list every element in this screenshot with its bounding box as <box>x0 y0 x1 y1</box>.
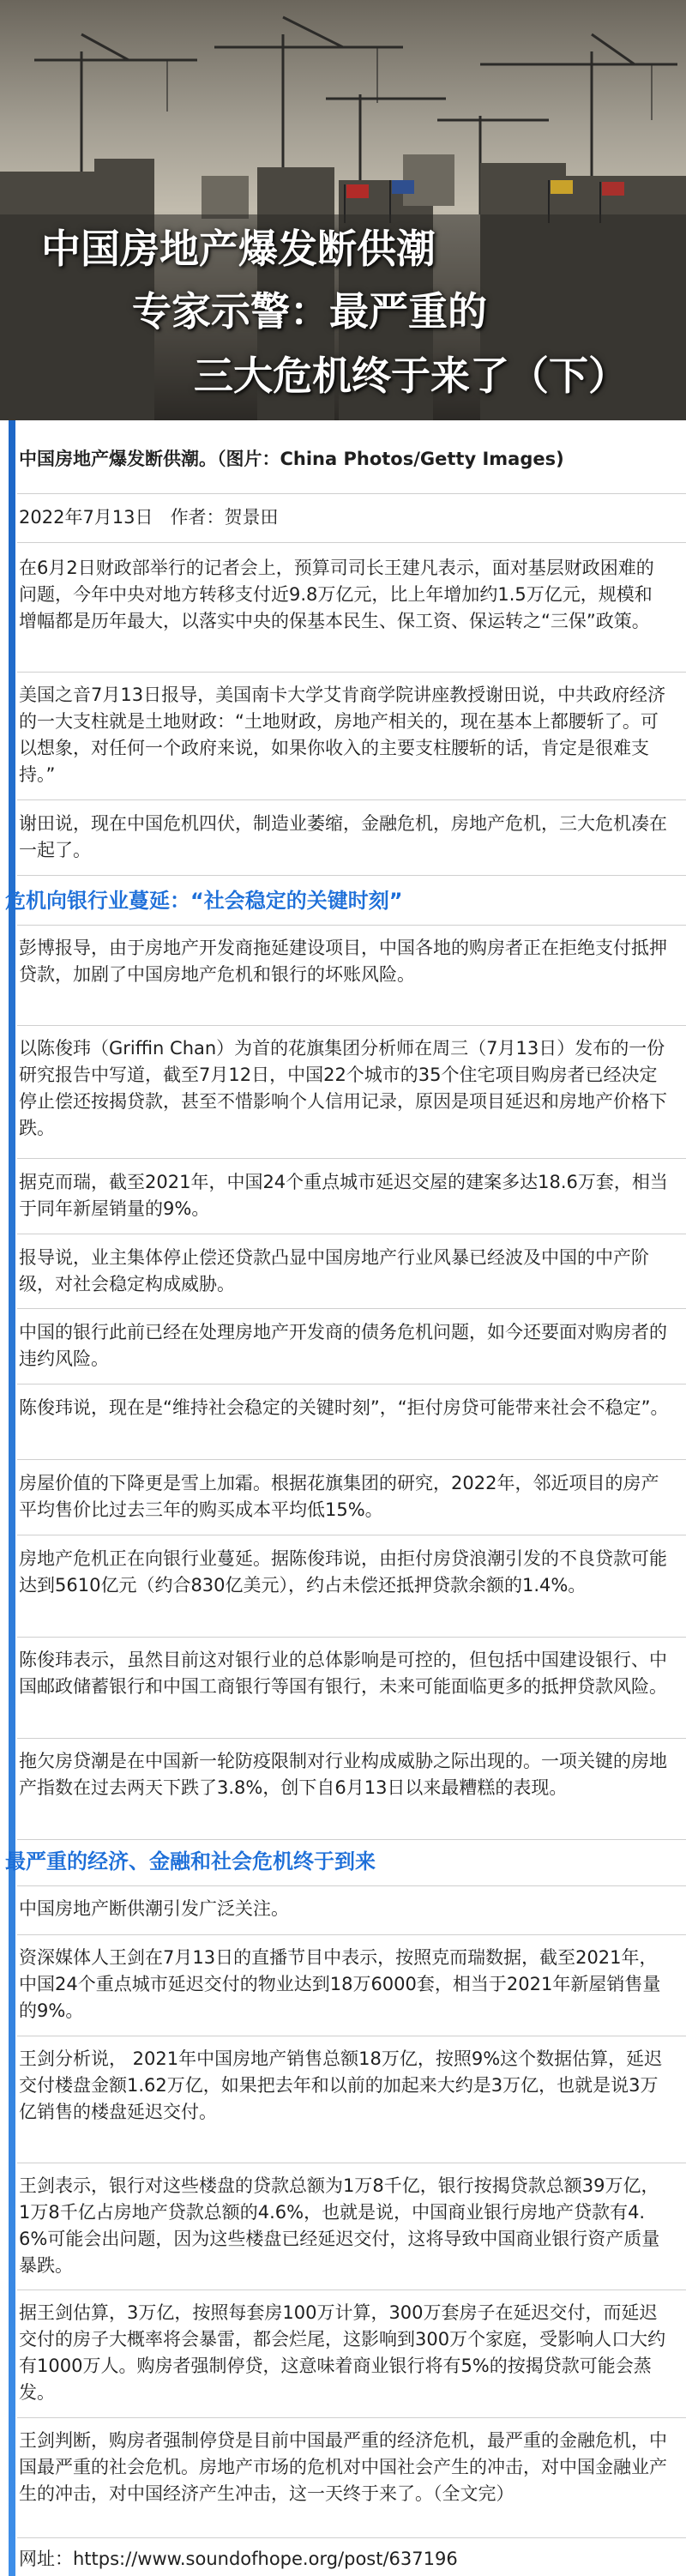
caption-text: 中国房地产爆发断供潮。 <box>19 449 217 469</box>
paragraph: 王剑判断，购房者强制停贷是目前中国最严重的经济危机，最严重的金融危机，中国最严重的社会危机。房地产市场的危机对中国社会产生的冲击，对中国金融业产生的冲击，对中国经济产生冲击，这一天终于来了。（全文完） <box>19 2430 667 2504</box>
article-body <box>0 420 686 2576</box>
paragraph: 陈俊玮说，现在是“维持社会稳定的关键时刻”，“拒付房贷可能带来社会不稳定”。 <box>19 1397 669 1418</box>
source-url[interactable]: 网址：https://www.soundofhope.org/post/637196 <box>19 2549 458 2569</box>
hero-title <box>0 0 686 420</box>
paragraph: 报导说，业主集体停止偿还贷款凸显中国房地产行业风暴已经波及中国的中产阶级，对社会稳定构成威胁。 <box>19 1247 649 1294</box>
paragraph: 拖欠房贷潮是在中国新一轮防疫限制对行业构成威胁之际出现的。一项关键的房地产指数在过去两天下跌了3.8%，创下自6月13日以来最糟糕的表现。 <box>19 1751 667 1798</box>
divider <box>17 2537 686 2538</box>
hero-title-line-3: 三大危机终于来了（下） <box>194 353 628 399</box>
divider <box>17 493 686 494</box>
paragraph: 彭博报导，由于房地产开发商拖延建设项目，中国各地的购房者正在拒绝支付抵押贷款，加剧了中国房地产危机和银行的坏账风险。 <box>19 938 667 985</box>
divider <box>17 672 686 673</box>
paragraph: 王剑表示，银行对这些楼盘的贷款总额为1万8千亿，银行按揭贷款总额39万亿，1万8千亿占房地产贷款总额的4.6%，也就是说，中国商业银行房地产贷款有4.6%可能会出问题，因为这些楼盘已经延迟交付，这将导致中国商业银行资产质量暴跌。 <box>19 2175 660 2276</box>
article-meta <box>19 504 669 531</box>
divider <box>17 1738 686 1739</box>
paragraph: 陈俊玮表示，虽然目前这对银行业的总体影响是可控的，但包括中国建设银行、中国邮政储蓄银行和中国工商银行等国有银行，未来可能面临更多的抵押贷款风险。 <box>19 1650 667 1697</box>
hero-title-line-1: 中国房地产爆发断供潮 <box>41 226 436 272</box>
divider <box>17 1885 686 1886</box>
divider <box>17 1308 686 1309</box>
paragraph: 谢田说，现在中国危机四伏，制造业萎缩，金融危机，房地产危机，三大危机凑在一起了。 <box>19 813 667 860</box>
divider <box>17 1384 686 1385</box>
divider <box>17 1158 686 1159</box>
paragraph: 中国的银行此前已经在处理房地产开发商的债务危机问题，如今还要面对购房者的违约风险。 <box>19 1322 667 1369</box>
paragraph: 王剑分析说， 2021年中国房地产销售总额18万亿，按照9%这个数据估算，延迟交付楼盘金额1.62万亿，如果把去年和以前的加起来大约是3万亿，也就是说3万亿销售的楼盘延迟交付。 <box>19 2048 663 2122</box>
paragraph: 中国房地产断供潮引发广泛关注。 <box>19 1898 289 1919</box>
article-date: 2022年7月13日 <box>19 507 153 528</box>
hero-image <box>0 0 686 420</box>
divider <box>17 875 686 876</box>
divider <box>17 1934 686 1935</box>
article-author: 作者：贺景田 <box>170 507 279 528</box>
divider <box>17 542 686 543</box>
section-heading: 危机向银行业蔓延：“社会稳定的关键时刻” <box>5 889 403 913</box>
divider <box>17 799 686 800</box>
image-caption <box>19 446 669 473</box>
paragraph: 据王剑估算，3万亿，按照每套房100万计算，300万套房子在延迟交付，而延迟交付的房子大概率将会暴雷，都会烂尾，这影响到300万个家庭，受影响人口大约有1000万人。购房者强制停贷，这意味着商业银行将有5%的按揭贷款可能会蒸发。 <box>19 2302 666 2403</box>
caption-source: （图片：China Photos/Getty Images) <box>217 449 564 469</box>
paragraph: 美国之音7月13日报导，美国南卡大学艾肯商学院讲座教授谢田说，中共政府经济的一大支柱就是土地财政：“土地财政，房地产相关的，现在基本上都腰斩了。可以想象，对任何一个政府来说，如果你收入的主要支柱腰斩的话，肯定是很难支持。” <box>19 685 666 785</box>
accent-bar <box>9 420 15 2576</box>
divider <box>17 925 686 926</box>
divider <box>17 2417 686 2418</box>
paragraph: 房屋价值的下降更是雪上加霜。根据花旗集团的研究，2022年，邻近项目的房产平均售价比过去三年的购买成本平均低15%。 <box>19 1473 659 1520</box>
paragraph: 房地产危机正在向银行业蔓延。据陈俊玮说，由拒付房贷浪潮引发的不良贷款可能达到5610亿元（约合830亿美元），约占未偿还抵押贷款余额的1.4%。 <box>19 1548 667 1596</box>
paragraph: 在6月2日财政部举行的记者会上，预算司司长王建凡表示，面对基层财政困难的问题，今年中央对地方转移支付近9.8万亿元，比上年增加约1.5万亿元，规模和增幅都是历年最大，以落实中央的保基本民生、保工资、保运转之“三保”政策。 <box>19 558 654 631</box>
section-heading: 最严重的经济、金融和社会危机终于到来 <box>5 1849 376 1873</box>
paragraph: 据克而瑞，截至2021年，中国24个重点城市延迟交屋的建案多达18.6万套，相当于同年新屋销量的9%。 <box>19 1172 668 1219</box>
divider <box>17 2289 686 2290</box>
divider <box>17 1839 686 1840</box>
paragraph: 资深媒体人王剑在7月13日的直播节目中表示，按照克而瑞数据，截至2021年，中国24个重点城市延迟交付的物业达到18万6000套，相当于2021年新屋销售量的9%。 <box>19 1947 661 2021</box>
divider <box>17 1025 686 1026</box>
paragraph: 以陈俊玮（Griffin Chan）为首的花旗集团分析师在周三（7月13日）发布的一份研究报告中写道，截至7月12日，中国22个城市的35个住宅项目购房者已经决定停止偿还按揭贷款，甚至不惜影响个人信用记录，原因是项目延迟和房地产价格下跌。 <box>19 1038 667 1138</box>
hero-title-line-2: 专家示警：最严重的 <box>132 288 487 335</box>
divider <box>17 1637 686 1638</box>
divider <box>17 1459 686 1460</box>
